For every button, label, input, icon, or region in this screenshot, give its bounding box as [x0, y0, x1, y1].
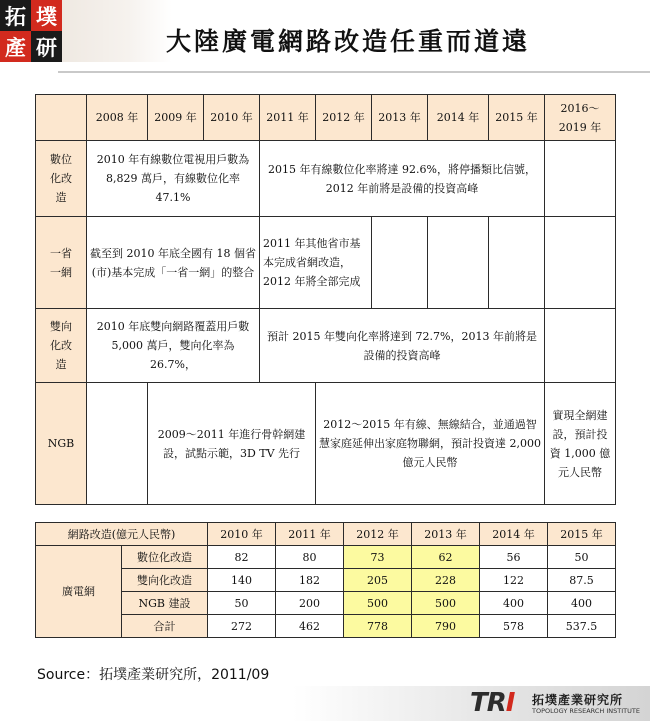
table-row [36, 309, 616, 383]
header-cell: 2012 年 [316, 95, 372, 141]
investment-table [35, 522, 616, 638]
header-cell: 2009 年 [148, 95, 204, 141]
empty-cell [428, 217, 489, 309]
value-cell-highlight: 73 [344, 546, 412, 569]
header-cell: 2015 年 [489, 95, 545, 141]
row-label: 雙向化改造 [122, 569, 208, 592]
table-row [36, 615, 616, 638]
row-label: 一省 一網 [36, 217, 87, 309]
table-row [36, 546, 616, 569]
header-cell: 2011 年 [276, 523, 344, 546]
header-cell: 2016～ 2019 年 [545, 95, 616, 141]
header-cell [36, 95, 87, 141]
row-label: 數位化改造 [122, 546, 208, 569]
logo-char: 研 [31, 31, 62, 62]
header-cell: 2008 年 [87, 95, 148, 141]
value-cell: 182 [276, 569, 344, 592]
page-title: 大陸廣電網路改造任重而道遠 [166, 27, 531, 56]
empty-cell [372, 217, 428, 309]
value-cell-highlight: 205 [344, 569, 412, 592]
tri-letter: I [505, 688, 515, 718]
value-cell: 537.5 [548, 615, 616, 638]
cell-text: 2012～2015 年有線、無線結合，並通過智慧家庭延伸出家庭物聯網，預計投資達 2,000 億元人民幣 [316, 383, 545, 505]
empty-cell [87, 383, 148, 505]
header-cell: 2010 年 [204, 95, 260, 141]
empty-cell [545, 141, 616, 217]
table-row [36, 141, 616, 217]
header-cell: 2014 年 [480, 523, 548, 546]
row-label: 數位 化改 造 [36, 141, 87, 217]
table-row [36, 569, 616, 592]
value-cell-highlight: 62 [412, 546, 480, 569]
timeline-header-row [36, 95, 616, 141]
value-cell: 122 [480, 569, 548, 592]
header-cell: 2011 年 [260, 95, 316, 141]
value-cell: 462 [276, 615, 344, 638]
value-cell: 87.5 [548, 569, 616, 592]
value-cell: 200 [276, 592, 344, 615]
footer-brand-en: TOPOLOGY RESEARCH INSTITUTE [532, 707, 640, 715]
header-cell: 2012 年 [344, 523, 412, 546]
source-note: Source：拓墣產業研究所，2011/09 [37, 667, 270, 683]
table-row [36, 383, 616, 505]
timeline-table [35, 94, 616, 505]
empty-cell [545, 217, 616, 309]
value-cell: 56 [480, 546, 548, 569]
cell-text: 2010 年有線數位電視用戶數為 8,829 萬戶，有線數位化率 47.1% [87, 141, 260, 217]
value-cell: 400 [548, 592, 616, 615]
value-cell-highlight: 500 [412, 592, 480, 615]
cell-text: 2015 年有線數位化率將達 92.6%，將停播類比信號，2012 年前將是設備的投資高峰 [260, 141, 545, 217]
empty-cell [489, 217, 545, 309]
value-cell-highlight: 500 [344, 592, 412, 615]
header-cell: 2014 年 [428, 95, 489, 141]
logo-char: 產 [0, 31, 31, 62]
row-label: 合計 [122, 615, 208, 638]
tri-letter: R [486, 688, 506, 718]
logo-char: 拓 [0, 0, 31, 31]
cell-text: 2009～2011 年進行骨幹網建設，試點示範，3D TV 先行 [148, 383, 316, 505]
row-label: NGB 建設 [122, 592, 208, 615]
value-cell: 50 [208, 592, 276, 615]
table-row [36, 592, 616, 615]
value-cell-highlight: 778 [344, 615, 412, 638]
cell-text: 預計 2015 年雙向化率將達到 72.7%，2013 年前將是設備的投資高峰 [260, 309, 545, 383]
cell-text: 截至到 2010 年底全國有 18 個省(市)基本完成「一省一網」的整合 [87, 217, 260, 309]
value-cell: 272 [208, 615, 276, 638]
value-cell: 82 [208, 546, 276, 569]
cell-text: 實現全網建設，預計投資 1,000 億元人民幣 [545, 383, 616, 505]
header-decoration [62, 0, 172, 62]
header-cell: 2013 年 [412, 523, 480, 546]
value-cell: 50 [548, 546, 616, 569]
header-cell: 網路改造(億元人民幣) [36, 523, 208, 546]
value-cell: 80 [276, 546, 344, 569]
value-cell: 140 [208, 569, 276, 592]
investment-header-row [36, 523, 616, 546]
value-cell: 578 [480, 615, 548, 638]
value-cell-highlight: 228 [412, 569, 480, 592]
empty-cell [545, 309, 616, 383]
row-label: 雙向 化改 造 [36, 309, 87, 383]
cell-text: 2010 年底雙向網路覆蓋用戶數 5,000 萬戶，雙向化率為 26.7%， [87, 309, 260, 383]
row-label: NGB [36, 383, 87, 505]
footer-brand-cn: 拓墣產業研究所 [532, 693, 624, 707]
logo [0, 0, 62, 62]
header-divider [58, 71, 650, 73]
cell-text: 2011 年其他省市基本完成省網改造，2012 年將全部完成 [260, 217, 372, 309]
logo-char: 墣 [31, 0, 62, 31]
header-cell: 2010 年 [208, 523, 276, 546]
report-header [0, 0, 650, 88]
header-cell: 2015 年 [548, 523, 616, 546]
table-row [36, 217, 616, 309]
group-label: 廣電網 [36, 546, 122, 638]
value-cell: 400 [480, 592, 548, 615]
header-cell: 2013 年 [372, 95, 428, 141]
tri-letter: T [470, 688, 487, 718]
tri-logo-mark [470, 688, 514, 718]
value-cell-highlight: 790 [412, 615, 480, 638]
